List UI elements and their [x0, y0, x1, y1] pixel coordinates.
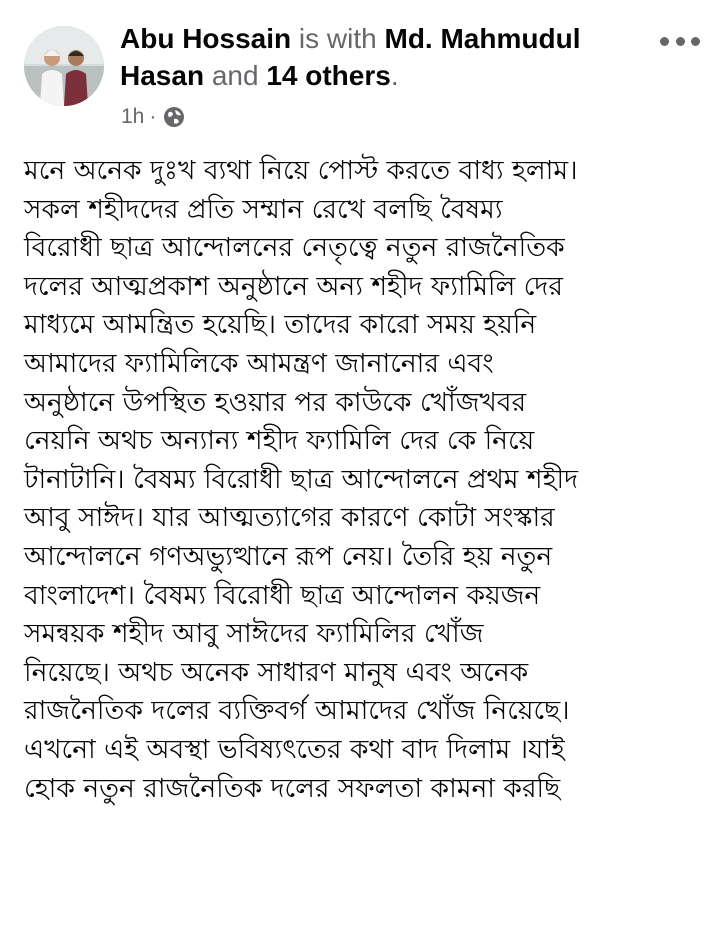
post-text-line: মনে অনেক দুঃখ ব্যথা নিয়ে পোস্ট করতে বাধ্য হলাম।: [24, 155, 578, 186]
more-dot: [660, 37, 669, 46]
post-text-line: বিরোধী ছাত্র আন্দোলনের নেতৃত্বে নতুন রাজনৈতিক: [24, 232, 565, 264]
post-text-line: রাজনৈতিক দলের ব্যক্তিবর্গ আমাদের খোঁজ নিয়েছে।: [24, 695, 570, 727]
post-text-line: বাংলাদেশ। বৈষম্য বিরোধী ছাত্র আন্দোলন কয়জন: [24, 579, 541, 611]
post-timestamp[interactable]: 1h: [121, 105, 145, 128]
more-dot: [676, 37, 685, 46]
post-text-line: টানাটানি। বৈষম্য বিরোধী ছাত্র আন্দোলনে প্রথম শহীদ: [24, 463, 579, 495]
more-options-icon[interactable]: [660, 28, 700, 54]
post-body-text: [24, 152, 704, 808]
post-text-line: নিয়েছে। অথচ অনেক সাধারণ মানুষ এবং অনেক: [24, 656, 529, 688]
author-line-period: .: [390, 60, 399, 91]
post-text-line: সকল শহীদদের প্রতি সম্মান রেখে বলছি বৈষম্য: [24, 193, 503, 225]
more-dot: [691, 37, 700, 46]
globe-icon[interactable]: [163, 106, 185, 128]
meta-separator: ·: [149, 105, 157, 128]
post-text-line: নেয়নি অথচ অন্যান্য শহীদ ফ্যামিলি দের কে নিয়ে: [24, 425, 535, 457]
post-meta: [121, 103, 185, 131]
post-text-line: অনুষ্ঠানে উপস্থিত হওয়ার পর কাউকে খোঁজখবর: [24, 386, 527, 418]
post-text-line: দলের আত্মপ্রকাশ অনুষ্ঠানে অন্য শহীদ ফ্যামিলি দের: [24, 270, 563, 302]
post-text-line: মাধ্যমে আমন্ত্রিত হয়েছি। তাদের কারো সময় হয়নি: [24, 309, 537, 341]
author-avatar[interactable]: [24, 26, 104, 106]
and-text: and: [204, 60, 267, 91]
tagged-others-link[interactable]: 14 others: [266, 60, 391, 91]
post-text-line: হোক নতুন রাজনৈতিক দলের সফলতা কামনা করছি: [24, 772, 561, 804]
post-header: [0, 0, 720, 140]
post-text-line: আবু সাঈদ। যার আত্মত্যাগের কারণে কোটা সংস্কার: [24, 502, 555, 534]
with-text: is with: [291, 23, 385, 54]
post-text-line: আন্দোলনে গণঅভ্যুত্থানে রূপ নেয়। তৈরি হয় নতুন: [24, 540, 553, 572]
author-name[interactable]: Abu Hossain: [120, 23, 292, 54]
post-text-line: এখনো এই অবস্থা ভবিষ্যৎতের কথা বাদ দিলাম ।যাই: [24, 733, 565, 765]
avatar-photo: [24, 26, 104, 106]
post-text-line: আমাদের ফ্যামিলিকে আমন্ত্রণ জানানোর এবং: [24, 347, 494, 379]
tagged-person-name[interactable]: Md. Mahmudul Hasan: [120, 23, 581, 91]
author-line: [120, 20, 640, 94]
post-text-line: সমন্বয়ক শহীদ আবু সাঈদের ফ্যামিলির খোঁজ: [24, 618, 484, 650]
